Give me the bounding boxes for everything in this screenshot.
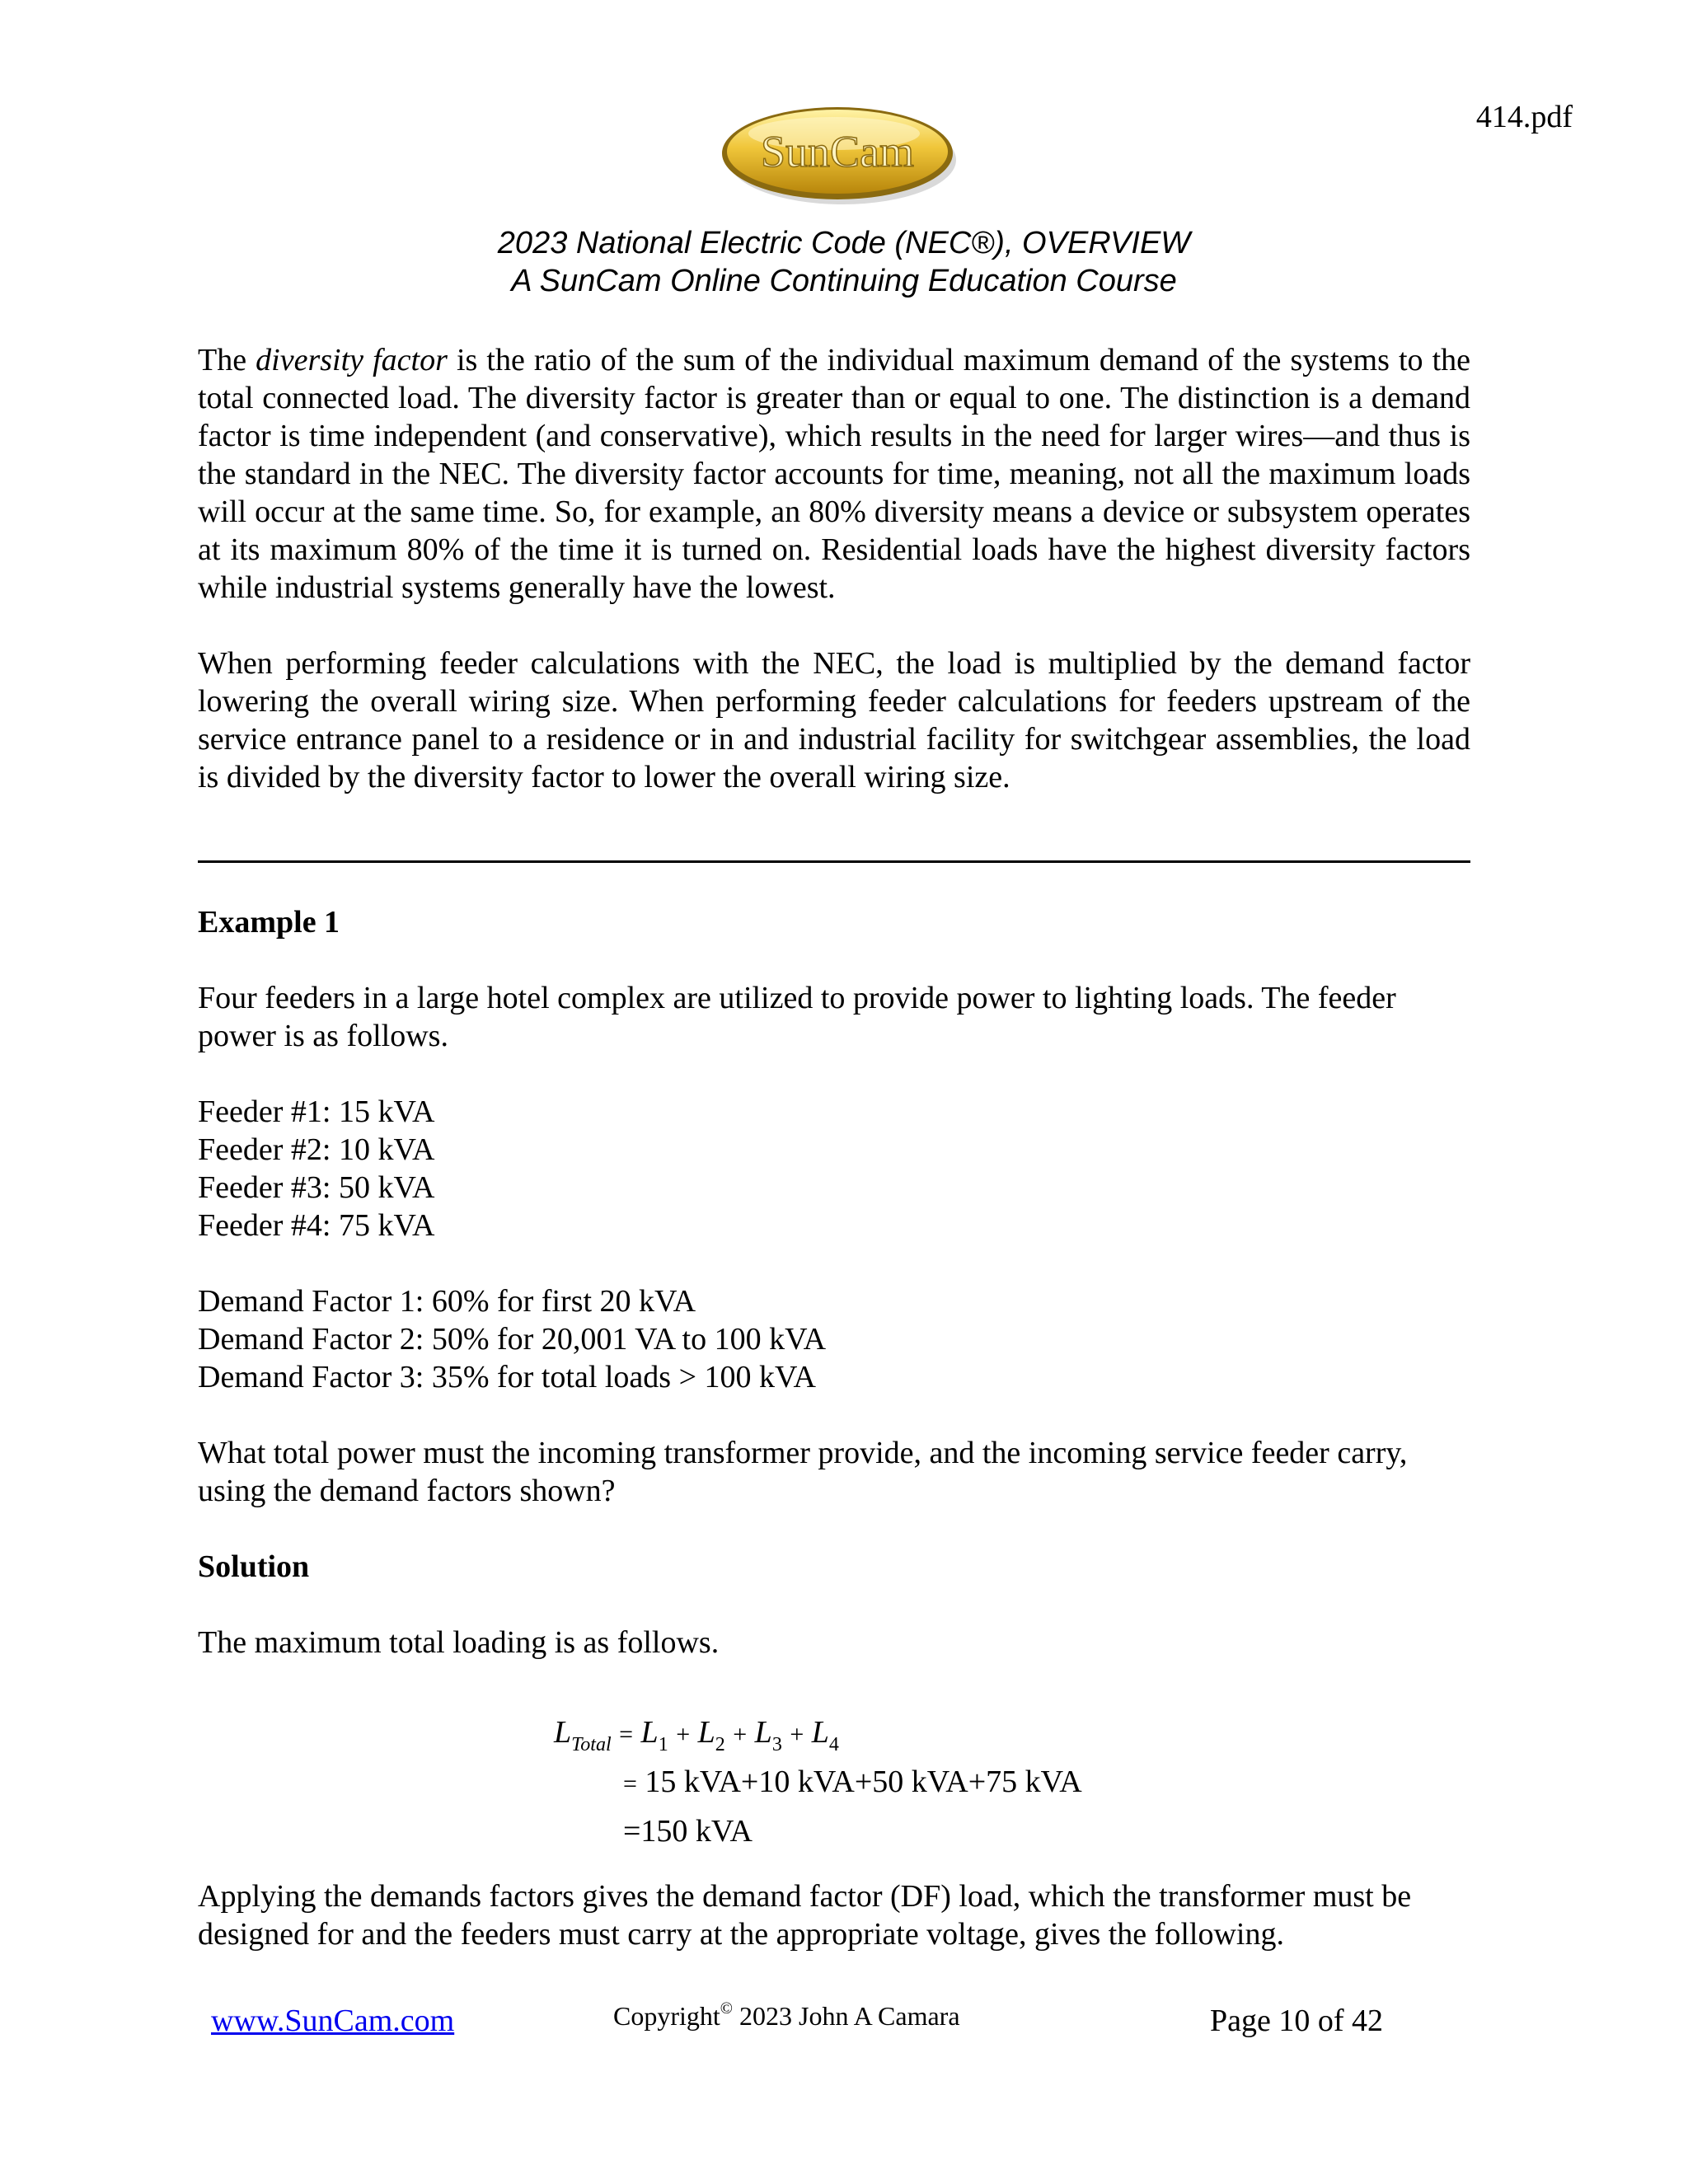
header-subtitle: A SunCam Online Continuing Education Course [511,264,1177,298]
equation-line-2: = 15 kVA+10 kVA+50 kVA+75 kVA [623,1765,1082,1799]
copyright-symbol: © [720,1999,733,2018]
list-item: Feeder #4: 75 kVA [198,1208,435,1243]
demand-factor-list [198,1282,1470,1396]
document-filename: 414.pdf [1475,100,1573,134]
suncam-logo [719,102,959,208]
solution-heading: Solution [198,1549,310,1584]
demand-factor-applying-text: Applying the demands factors gives the demand factor (DF) load, which the transformer must be designed for and the feeders must carry at the appropriate voltage, gives the following. [198,1879,1412,1952]
website-link[interactable]: www.SunCam.com [211,2004,455,2038]
header-title: 2023 National Electric Code (NEC®), OVERVIEW [497,226,1191,260]
course-header [0,224,1688,300]
list-item: Feeder #3: 50 kVA [198,1170,435,1205]
example-heading: Example 1 [198,905,340,940]
section-divider [198,860,1470,863]
diversity-factor-paragraph: The diversity factor is the ratio of the sum of the individual maximum demand of the systems to the total connected load. The diversity factor is greater than or equal to one. The distinction is a demand factor is time independent (and conservative), which results in the need for larger wires—and thus is the standard in the NEC. The diversity factor accounts for time, meaning, not all the maximum loads will occur at the same time. So, for example, an 80% diversity means a device or subsystem operates at its maximum 80% of the time it is turned on. Residential loads have the highest diversity factors while industrial systems generally have the lowest. [198,343,1471,605]
logo-text: SunCam [760,127,915,176]
list-item: Demand Factor 2: 50% for 20,001 VA to 100 kVA [198,1322,827,1357]
example-problem-text: Four feeders in a large hotel complex are utilized to provide power to lighting loads. The feeder power is as follows. [198,981,1396,1053]
solution-intro: The maximum total loading is as follows. [198,1625,720,1660]
list-item: Demand Factor 1: 60% for first 20 kVA [198,1284,696,1319]
list-item: Feeder #1: 15 kVA [198,1094,435,1129]
feeder-calculation-paragraph: When performing feeder calculations with the NEC, the load is multiplied by the demand factor lowering the overall wiring size. When performing feeder calculations for feeders upstream of the service entrance panel to a residence or in and industrial facility for switchgear assemblies, the load is divided by the diversity factor to lower the overall wiring size. [198,646,1470,794]
list-item: Feeder #2: 10 kVA [198,1132,435,1167]
list-item: Demand Factor 3: 35% for total loads > 100 kVA [198,1360,816,1394]
example-question: What total power must the incoming transformer provide, and the incoming service feeder carry, using the demand factors shown? [198,1436,1408,1508]
equation-line-1: $L_{Total} = L_1 + L_2 + L_3 + L_4$ [554,1715,839,1755]
feeder-list [198,1093,1470,1244]
equation-line-3: =150 kVA [623,1814,753,1849]
page-number: Page 10 of 42 [1210,2004,1384,2038]
diversity-factor-term: diversity factor [256,343,448,377]
copyright-notice: Copyright© 2023 John A Camara [613,1999,960,2031]
